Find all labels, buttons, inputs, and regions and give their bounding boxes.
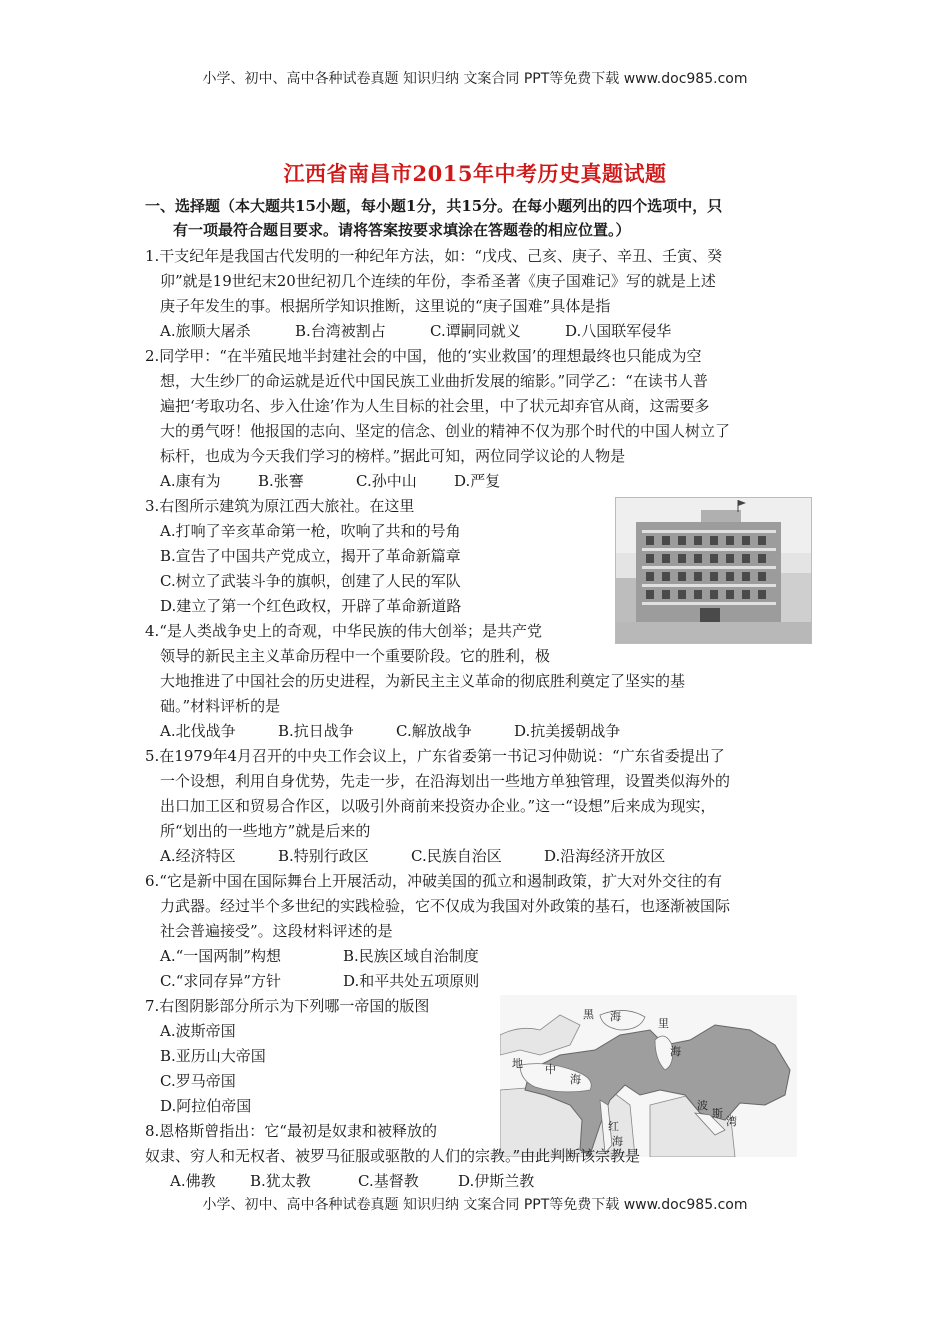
q3-option-a: A.打响了辛亥革命第一枪，吹响了共和的号角 [160, 522, 461, 540]
q8-text: 奴隶、穷人和无权者、被罗马征服或驱散的人们的宗教。”由此判断该宗教是 [145, 1147, 641, 1165]
option-d: D.抗美援朝战争 [514, 722, 621, 740]
empire-map [500, 995, 797, 1157]
option-a: A.北伐战争 [160, 722, 236, 740]
option-c: C.谭嗣同就义 [430, 322, 521, 340]
option-d: D.严复 [454, 472, 501, 490]
page-footer: 小学、初中、高中各种试卷真题 知识归纳 文案合同 PPT等免费下载 www.doc985.com [202, 1197, 748, 1213]
q5-text: 所“划出的一些地方”就是后来的 [160, 822, 371, 840]
q1-text: 1.干支纪年是我国古代发明的一种纪年方法，如：“戊戌、己亥、庚子、辛丑、壬寅、癸 [145, 247, 722, 265]
option-d: D.八国联军侵华 [565, 322, 672, 340]
q1-options [160, 321, 671, 341]
q5-text: 一个设想，利用自身优势，先走一步，在沿海划出一些地方单独管理，设置类似海外的 [160, 772, 731, 790]
map-label-med-2: 中 [545, 1063, 556, 1076]
option-d: D.和平共处五项原则 [343, 972, 480, 990]
q3-text: 3.右图所示建筑为原江西大旅社。在这里 [145, 497, 415, 515]
q6-options-row1 [160, 946, 479, 966]
q3-option-b: B.宣告了中国共产党成立，揭开了革命新篇章 [160, 547, 461, 565]
q4-options [160, 721, 620, 741]
option-c: C.基督教 [358, 1172, 419, 1190]
q7-option-a: A.波斯帝国 [160, 1022, 236, 1040]
q3-option-d: D.建立了第一个红色政权，开辟了革命新道路 [160, 597, 462, 615]
map-label-gulf-1: 波 [697, 1099, 708, 1112]
option-c: C.解放战争 [396, 722, 472, 740]
building-photo [615, 497, 812, 644]
option-d: D.沿海经济开放区 [544, 847, 666, 865]
option-b: B.抗日战争 [278, 722, 354, 740]
option-d: D.伊斯兰教 [458, 1172, 535, 1190]
q4-text: 领导的新民主主义革命历程中一个重要阶段。它的胜利，极 [160, 647, 551, 665]
option-a: A.康有为 [160, 472, 221, 490]
q2-text: 大的勇气呀！他报国的志向、坚定的信念、创业的精神不仅为那个时代的中国人树立了 [160, 422, 731, 440]
option-b: B.台湾被割占 [295, 322, 386, 340]
q5-text: 出口加工区和贸易合作区，以吸引外商前来投资办企业。”这一“设想”后来成为现实， [160, 797, 716, 815]
map-label-red-sea-2: 海 [612, 1135, 623, 1148]
option-b: B.犹太教 [250, 1172, 311, 1190]
q7-option-b: B.亚历山大帝国 [160, 1047, 266, 1065]
map-label-gulf-2: 斯 [712, 1107, 723, 1120]
q2-text: 遍把‘考取功名、步入仕途’作为人生目标的社会里，中了状元却弃官从商，这需要多 [160, 397, 710, 415]
q7-text: 7.右图阴影部分所示为下列哪一帝国的版图 [145, 997, 430, 1015]
map-label-red-sea-1: 红 [608, 1120, 619, 1133]
option-b: B.张謇 [258, 472, 304, 490]
option-a: A.旅顺大屠杀 [160, 322, 251, 340]
q4-text: 大地推进了中国社会的历史进程，为新民主主义革命的彻底胜利奠定了坚实的基 [160, 672, 686, 690]
option-b: B.特别行政区 [278, 847, 369, 865]
option-c: C.民族自治区 [411, 847, 502, 865]
q1-text: 庚子年发生的事。根据所学知识推断，这里说的“庚子国难”具体是指 [160, 297, 611, 315]
map-label-caspian-2: 海 [670, 1045, 681, 1058]
q2-options [160, 471, 500, 491]
q6-options-row2 [160, 971, 479, 991]
q5-options [160, 846, 665, 866]
page-title: 江西省南昌市2015年中考历史真题试题 [283, 161, 667, 186]
section-heading-cont: 有一项最符合题目要求。请将答案按要求填涂在答题卷的相应位置。） [173, 221, 631, 239]
q8-text: 8.恩格斯曾指出：它“最初是奴隶和被释放的 [145, 1122, 437, 1140]
q2-text: 标杆，也成为今天我们学习的榜样。”据此可知，两位同学议论的人物是 [160, 447, 626, 465]
option-a: A.佛教 [170, 1172, 216, 1190]
q2-text: 想，大生纱厂的命运就是近代中国民族工业曲折发展的缩影。”同学乙：“在读书人普 [160, 372, 708, 390]
section-heading: 一、选择题（本大题共15小题，每小题1分，共15分。在每小题列出的四个选项中，只 [145, 197, 723, 215]
q7-option-d: D.阿拉伯帝国 [160, 1097, 252, 1115]
q6-text: 社会普遍接受”。这段材料评述的是 [160, 922, 393, 940]
map-label-black-sea-1: 黑 [583, 1008, 594, 1021]
option-c: C.“求同存异”方针 [160, 972, 282, 990]
q2-text: 2.同学甲：“在半殖民地半封建社会的中国，他的‘实业救国’的理想最终也只能成为空 [145, 347, 702, 365]
map-label-med-3: 海 [570, 1073, 581, 1086]
map-label-black-sea-2: 海 [610, 1010, 621, 1023]
page-header: 小学、初中、高中各种试卷真题 知识归纳 文案合同 PPT等免费下载 www.doc985.com [202, 71, 748, 87]
q5-text: 5.在1979年4月召开的中央工作会议上，广东省委第一书记习仲勋说：“广东省委提出了 [145, 747, 725, 765]
q6-text: 力武器。经过半个多世纪的实践检验，它不仅成为我国对外政策的基石，也逐渐被国际 [160, 897, 731, 915]
map-label-gulf-3: 湾 [726, 1115, 737, 1128]
q4-text: 4.“是人类战争史上的奇观，中华民族的伟大创举；是共产党 [145, 622, 542, 640]
map-label-med-1: 地 [512, 1057, 523, 1070]
map-label-caspian-1: 里 [658, 1017, 669, 1030]
option-b: B.民族区域自治制度 [343, 947, 479, 965]
option-c: C.孙中山 [356, 472, 417, 490]
q1-text: 卯”就是19世纪末20世纪初几个连续的年份，李希圣著《庚子国难记》写的就是上述 [160, 272, 716, 290]
q8-options [170, 1171, 534, 1191]
option-a: A.经济特区 [160, 847, 236, 865]
q7-option-c: C.罗马帝国 [160, 1072, 236, 1090]
q3-option-c: C.树立了武装斗争的旗帜，创建了人民的军队 [160, 572, 461, 590]
q6-text: 6.“它是新中国在国际舞台上开展活动，冲破美国的孤立和遏制政策，扩大对外交往的有 [145, 872, 722, 890]
q4-text: 础。”材料评析的是 [160, 697, 281, 715]
option-a: A.“一国两制”构想 [160, 947, 281, 965]
